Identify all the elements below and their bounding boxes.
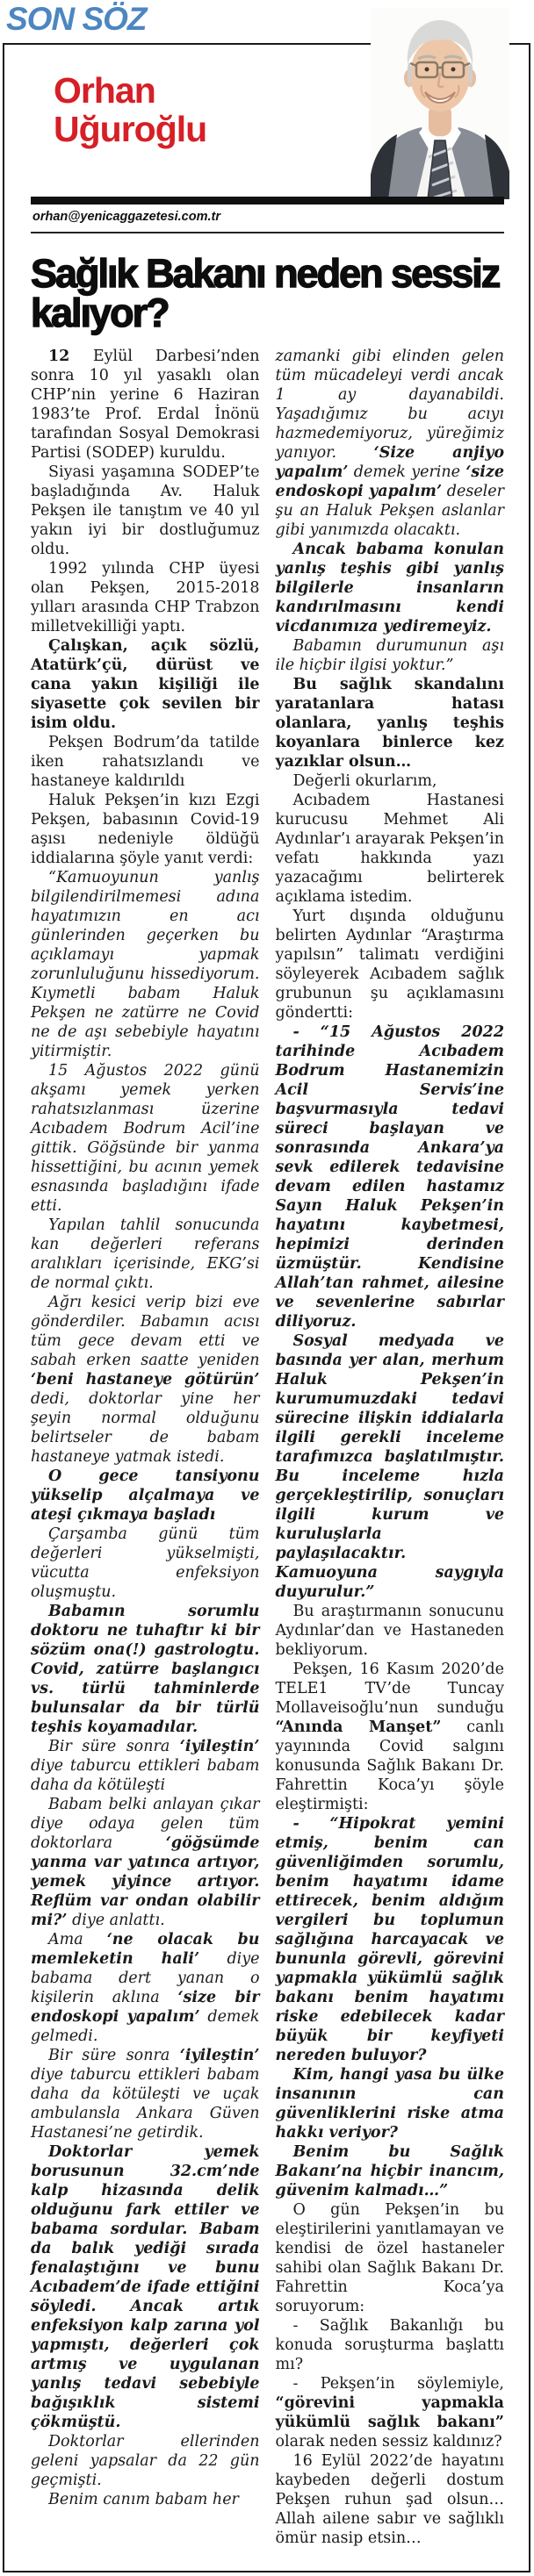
- author-first-name: Orhan: [54, 70, 155, 111]
- author-photo: [371, 8, 509, 199]
- article-paragraph: 12 Eylül Darbesi’nden sonra 10 yıl yasaklı olan CHP’nin yerine 6 Haziran 1983’te Prof. Erdal İnönü tarafından Sosyal Demokrasi Partisi (SODEP) kuruldu.: [31, 348, 260, 463]
- article-paragraph: - “15 Ağustos 2022 tarihinde Acıbadem Bodrum Hastanemizin Acil Servis’ine başvurmasıyla tedavi süreci başlayan ve sonrasında Ankara’ya sevk edilerek tedavisine devam edilen hastamız Sayın Haluk Pekşen’in hayatını kaybetmesi, hepimizi derinden üzmüştür. Kendisine Allah’tan rahmet, ailesine ve sevenlerine sabırlar diliyoruz.: [275, 1023, 504, 1331]
- article-paragraph: Babamın durumunun aşı ile hiçbir ilgisi yoktur.”: [275, 637, 504, 675]
- article-paragraph: Acıbadem Hastanesi kurucusu Mehmet Ali Aydınlar’ı arayarak Pekşen’in vefatı hakkında yazı yazacağımı belirterek açıklama istedim.: [275, 792, 505, 907]
- article-paragraph: Kim, hangi yasa bu ülke insanının can güvenliklerini riske atma hakkı veriyor?: [275, 2066, 504, 2142]
- page-title: Sağlık Bakanı neden sessiz kalıyor?: [31, 251, 500, 335]
- article-column-right: [276, 347, 505, 2548]
- article-paragraph: Pekşen Bodrum’da tatilde iken rahatsızlandı ve hastaneye kaldırıldı: [31, 734, 260, 791]
- author-last-name: Uğuroğlu: [54, 109, 207, 150]
- article-paragraph: Çalışkan, açık sözlü, Atatürk’çü, dürüst ve cana yakın kişiliği ile siyasette çok sevilen bir isim oldu.: [31, 637, 260, 733]
- article-paragraph: Yapılan tahlil sonucunda kan değerleri referans aralıkları içerisinde, EKG’si de normal çıktı.: [31, 1216, 260, 1293]
- article-paragraph: “Kamuoyunun yanlış bilgilendirilmemesi adına hayatımızın en acı günlerinden geçerken bu açıklamayı yapmak zorunluluğunu hissediyorum. Kıymetli babam Haluk Pekşen ne zatürre ne Covid ne de aşı sebebiyle hayatını yitirmiştir.: [31, 869, 260, 1061]
- article-paragraph: - Sağlık Bakanlığı bu konuda soruşturma başlattı mı?: [275, 2317, 504, 2374]
- article-paragraph: Bir süre sonra ‘iyileştin’ diye taburcu ettikleri babam daha da kötüleşti: [31, 1738, 260, 1795]
- article-paragraph: - Pekşen’in söylemiyle, “görevini yapmakla yükümlü sağlık bakanı” olarak neden sessiz kaldınız?: [275, 2375, 504, 2451]
- article-paragraph: Benim canım babam her: [48, 2491, 239, 2509]
- article-paragraph: Benim bu Sağlık Bakanı’na hiçbir inancım, güvenim kalmadı…”: [275, 2143, 504, 2200]
- thick-divider: [31, 197, 504, 205]
- article-paragraph: Bu sağlık skandalını yaratanlara hatası olanlara, yanlış teşhis koyanlara binlerce kez yazıklar olsun…: [275, 676, 504, 771]
- article-paragraph: Çarşamba günü tüm değerleri yükselmişti, vücutta enfeksiyon oluşmuştu.: [31, 1525, 260, 1602]
- article-paragraph: Babamın sorumlu doktoru ne tuhaftır ki bir sözüm ona(!) gastrologtu. Covid, zatürre başlangıcı vs. türlü tahminlerde bulunsalar da bir türlü teşhis koyamadılar.: [31, 1603, 260, 1737]
- article-paragraph: Haluk Pekşen’in kızı Ezgi Pekşen, babasının Covid-19 aşısı nedeniyle öldüğü iddialarına şöyle yanıt verdi:: [31, 792, 260, 868]
- author-email: orhan@yenicaggazetesi.com.tr: [32, 210, 220, 224]
- article-paragraph: zamanki gibi elinden gelen tüm mücadeleyi verdi ancak 1 ay dayanabildi. Yaşadığımız bu acıyı hazmedemiyoruz, yüreğimiz yanıyor. ‘Size anjiyo yapalım’ demek yerine ‘size endoskopi yapalım’ deseler şu an Haluk Pekşen aslanlar gibi yanımızda olacaktı.: [275, 348, 504, 540]
- article-paragraph: Pekşen, 16 Kasım 2020’de TELE1 TV’de Tuncay Mollaveisoğlu’nun sunduğu “Anında Manşet” canlı yayınında Covid salgını konusunda Sağlık Bakanı Dr. Fahrettin Koca’yı şöyle eleştirmişti:: [275, 1661, 504, 1814]
- article-paragraph: Doktorlar ellerinden geleni yapsalar da 22 gün geçmişti.: [31, 2433, 260, 2490]
- author-name: [54, 71, 206, 149]
- article-paragraph: Yurt dışında olduğunu belirten Aydınlar “Araştırma yapılsın” talimatı verdiğini söyleyerek Acıbadem sağlık grubunun şu açıklamasını göndertti:: [275, 908, 504, 1023]
- article-paragraph: O gece tansiyonu yükselip alçalmaya ve ateşi çıkmaya başladı: [31, 1467, 260, 1525]
- article-paragraph: Ancak babama konulan yanlış teşhis gibi yanlış bilgilerle insanların kandırılmasını kendi vicdanımıza yediremeyiz.: [275, 541, 504, 636]
- article-paragraph: Ama ‘ne olacak bu memleketin hali’ diye babama dert yanan o kişilerin aklına ‘size bir endoskopi yapalım’ demek gelmedi.: [31, 1931, 260, 2046]
- article-paragraph: 15 Ağustos 2022 günü akşamı yemek yerken rahatsızlanması üzerine Acıbadem Bodrum Acil’ine gittik. Göğsünde bir yanma hissettiğini, bu acının yemek esnasında başladığını ifade etti.: [31, 1062, 260, 1216]
- article-body: [4, 333, 529, 2571]
- article-paragraph: Bu araştırmanın sonucunu Aydınlar’dan ve Hastaneden bekliyorum.: [275, 1603, 504, 1660]
- article-box: [3, 43, 530, 2572]
- article-paragraph: 16 Eylül 2022’de hayatını kaybeden değerli dostum Pekşen ruhun şad olsun… Allah ailene sabır ve sağlıklı ömür nasip etsin…: [275, 2452, 504, 2548]
- article-column-left: [31, 347, 260, 2548]
- article-paragraph: Ağrı kesici verip bizi eve gönderdiler. Babamın acısı tüm gece devam etti ve sabah erken saatte yeniden ‘beni hastaneye götürün’ dedi, doktorlar yine her şeyin normal olduğunu belirtseler de babam hastaneye yatmak istedi.: [31, 1294, 260, 1467]
- author-header: [4, 45, 529, 233]
- article-paragraph: Değerli okurlarım,: [292, 772, 437, 791]
- article-paragraph: Babam belki anlayan çıkar diye odaya gelen tüm doktorlara ‘göğsümde yanma var yatınca artıyor, yemek yiyince artıyor. Reflüm var ondan olabilir mi?’ diye anlattı.: [31, 1796, 260, 1930]
- thin-divider: [31, 232, 504, 233]
- article-paragraph: - “Hipokrat yemini etmiş, benim can güvenliğimden sorumlu, benim hayatımı idame ettirecek, benim aldığım vergileri bu toplumun sağlığına harcayacak ve bununla görevli, görevini yapmakla yükümlü sağlık bakanı benim hayatımı riske edebilecek kadar büyük bir keyfiyeti nereden buluyor?: [275, 1815, 504, 2065]
- article-paragraph: Siyasi yaşamına SODEP’te başladığında Av. Haluk Pekşen ile tanıştım ve 40 yıl yakın iyi bir dostluğumuz oldu.: [31, 463, 260, 559]
- article-paragraph: Doktorlar yemek borusunun 32.cm’nde kalp hizasında delik olduğunu fark ettiler ve babama sordular. Babam da balık yediği sırada fenalaştığını ve bunu Acıbadem’de ifade ettiğini söyledi. Ancak artık enfeksiyon kalp zarına yol yapmıştı, değerleri çok artmış ve uygulanan yanlış tedavi sebebiyle bağışıklık sistemi çökmüştü.: [31, 2143, 260, 2432]
- article-paragraph: Sosyal medyada ve basında yer alan, merhum Haluk Pekşen’in kurumumuzdaki tedavi sürecine ilişkin iddialarla ilgili gerekli inceleme tarafımızca başlatılmıştır. Bu inceleme hızla gerçekleştirilip, sonuçları ilgili kurum ve kuruluşlarla paylaşılacaktır. Kamuoyuna saygıyla duyurulur.”: [275, 1332, 504, 1602]
- article-paragraph: 1992 yılında CHP üyesi olan Pekşen, 2015-2018 yılları arasında CHP Trabzon milletvekilliği yaptı.: [31, 560, 260, 636]
- article-paragraph: Bir süre sonra ‘iyileştin’ diye taburcu ettikleri babam daha da kötüleşti ve uçak ambulansla Ankara Güven Hastanesi’ne getirdik.: [31, 2047, 260, 2142]
- article-paragraph: O gün Pekşen’in bu eleştirilerini yanıtlamayan ve kendisi de özel hastaneler sahibi olan Sağlık Bakanı Dr. Fahrettin Koca’ya soruyorum:: [275, 2201, 504, 2316]
- masthead-title: SON SÖZ: [6, 1, 147, 37]
